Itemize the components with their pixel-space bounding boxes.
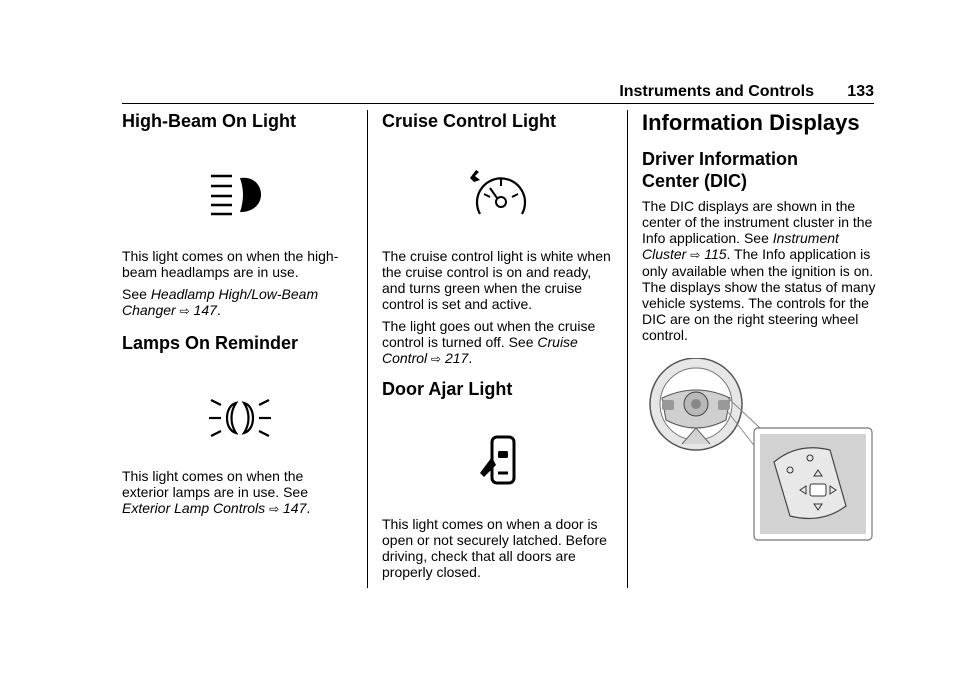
cruise-off-text: [382, 318, 618, 367]
lamps-on-line-2: exterior lamps are in use. See: [122, 484, 308, 500]
dic-text-start: The DIC displays are shown in the center of the instrument cluster in the Info application. See: [642, 198, 873, 246]
instrument-link-part-1[interactable]: Instrument: [772, 230, 839, 246]
door-ajar-text: This light comes on when a door is open or not securely latched. Before driving, check that all doors are properly closed.: [382, 516, 607, 580]
lamps-on-heading: Lamps On Reminder: [122, 333, 299, 353]
high-beam-heading: High-Beam On Light: [122, 111, 296, 131]
lamps-on-text: [122, 468, 358, 517]
page-number: 133: [847, 83, 874, 100]
door-ajar-heading: Door Ajar Light: [382, 379, 513, 399]
page-header: [122, 83, 874, 103]
column-divider-2: [627, 110, 628, 588]
period: .: [468, 350, 473, 366]
cruise-control-icon: [470, 168, 532, 220]
page-ref[interactable]: 115: [704, 246, 727, 262]
dic-heading: [642, 148, 878, 192]
period: .: [216, 302, 221, 318]
lamps-on-icon: [208, 398, 272, 438]
exterior-lamp-controls-link[interactable]: Exterior Lamp Controls: [122, 500, 266, 516]
header-title: Instruments and Controls: [619, 83, 814, 100]
header-rule: [122, 103, 874, 104]
lamps-on-line-3: [122, 500, 358, 517]
cruise-heading: Cruise Control Light: [382, 111, 556, 131]
page-ref-arrow-icon: ⇨: [269, 502, 280, 516]
headlamp-changer-link[interactable]: Headlamp High/Low-Beam Changer: [122, 286, 319, 318]
page-ref[interactable]: 147: [193, 302, 217, 318]
dic-heading-line-2: Center (DIC): [642, 171, 748, 191]
high-beam-text: This light comes on when the high-beam headlamps are in use.: [122, 248, 339, 280]
cruise-text: The cruise control light is white when the cruise control is on and ready, and turns green when the cruise control is set and active.: [382, 248, 611, 312]
high-beam-icon: [208, 174, 272, 216]
page-ref-arrow-icon: ⇨: [431, 352, 442, 366]
information-displays-heading: Information Displays: [642, 110, 860, 135]
page-ref[interactable]: 217: [444, 350, 469, 366]
dic-text: [642, 198, 878, 343]
column-divider-1: [367, 110, 368, 588]
lamps-on-line-1: This light comes on when the: [122, 468, 304, 484]
high-beam-see-text: [122, 286, 358, 319]
cruise-link-part-1[interactable]: Cruise: [537, 334, 578, 350]
door-ajar-icon: [478, 435, 518, 487]
steering-wheel-illustration: [642, 358, 876, 544]
dic-heading-line-1: Driver Information: [642, 149, 799, 169]
instrument-link-part-2[interactable]: Cluster: [642, 246, 687, 262]
period: .: [306, 500, 311, 516]
dic-text-end: . The Info application is only available when the ignition is on. The displays show the status of many vehicle systems. The controls for the DIC are on the right steering wheel control.: [642, 246, 876, 343]
page-ref[interactable]: 147: [283, 500, 307, 516]
page-ref-arrow-icon: ⇨: [690, 248, 701, 262]
cruise-off-sentence: The light goes out when the cruise control is turned off. See: [382, 318, 596, 350]
see-label: See: [122, 286, 151, 302]
page-ref-arrow-icon: ⇨: [179, 304, 190, 318]
cruise-link-part-2[interactable]: Control: [382, 350, 428, 366]
